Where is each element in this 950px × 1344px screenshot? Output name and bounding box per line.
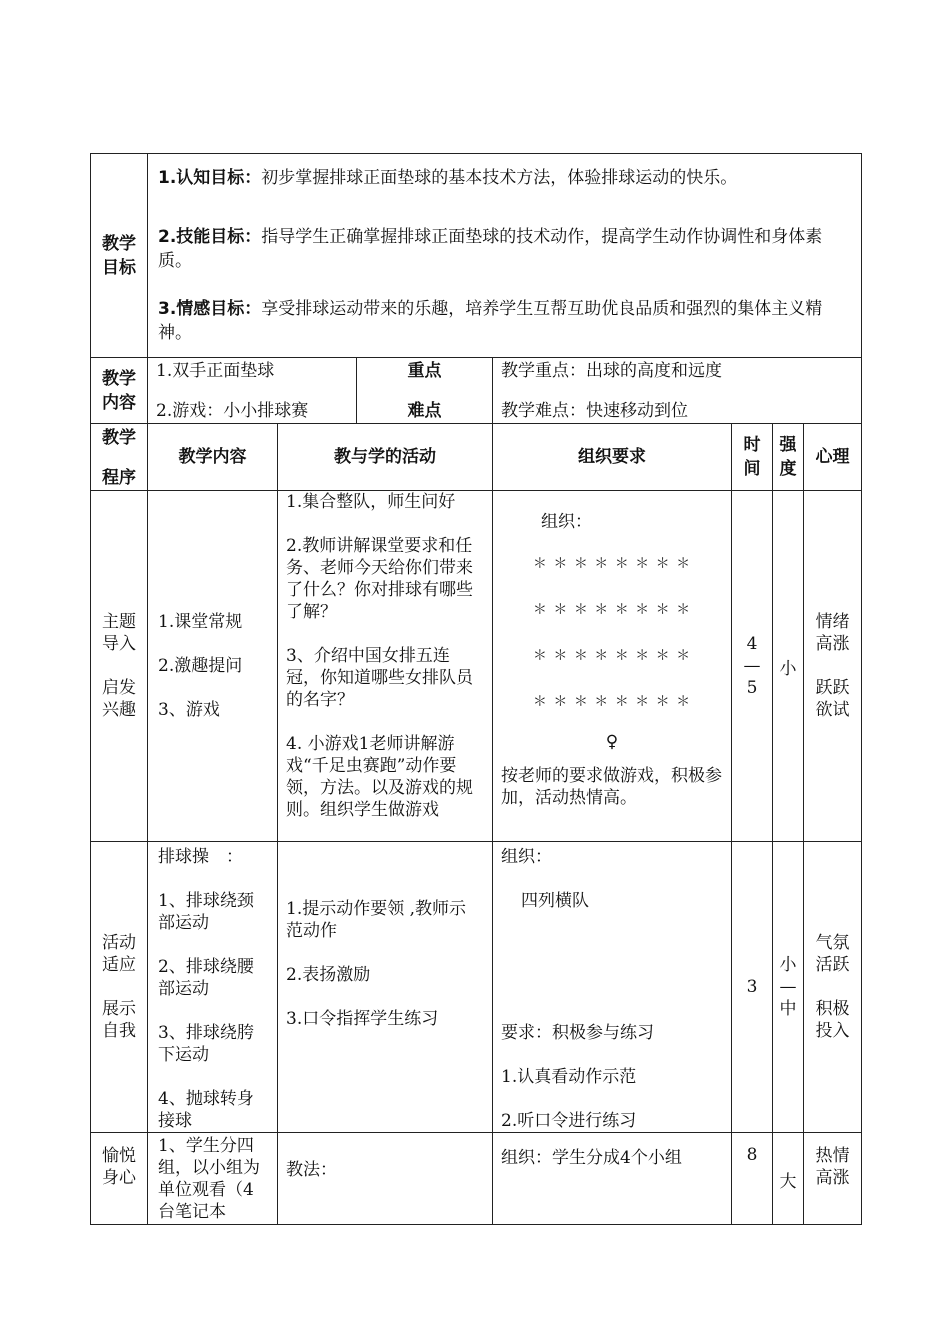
- table-row: [91, 842, 862, 1133]
- intensity-cell: 大: [773, 1133, 804, 1225]
- stage-cell: 活动 适应 展示 自我: [91, 842, 148, 1133]
- objective-item: 1.认知目标：初步掌握排球正面垫球的基本技术方法，体验排球运动的快乐。: [158, 168, 738, 188]
- procedure-header-row: [91, 424, 862, 491]
- header-psychology: 心理: [804, 424, 862, 491]
- formation-text: 四列横队: [521, 891, 589, 911]
- objectives-label: 教学 目标: [91, 154, 148, 358]
- psychology-cell: 热情 高涨: [804, 1133, 862, 1225]
- header-content: 教学内容: [148, 424, 278, 491]
- activities-cell: 1.提示动作要领 ,教师示范动作 2.表扬激励 3.口令指挥学生练习: [278, 842, 493, 1133]
- activities-cell: 1.集合整队，师生问好 2.教师讲解课堂要求和任务、老师今天给你们带来了什么？你对排球有哪些了解？ 3、介绍中国女排五连冠，你知道哪些女排队员的名字？ 4. 小游戏1老师讲解游戏“千足虫赛跑”动作要领，方法。以及游戏的规则。组织学生做游戏: [278, 491, 493, 842]
- lesson-plan-table: [90, 153, 862, 1225]
- time-cell: 4 — 5: [732, 491, 773, 842]
- content-cell: 排球操 ： 1、排球绕颈部运动 2、排球绕腰部运动 3、排球绕胯下运动 4、抛球转身接球: [148, 842, 278, 1133]
- organization-cell: 组织：学生分成4个小组: [493, 1133, 732, 1225]
- header-intensity: 强 度: [773, 424, 804, 491]
- formation-row: ＊ ＊ ＊ ＊ ＊ ＊ ＊ ＊: [532, 556, 692, 572]
- header-activities: 教与学的活动: [278, 424, 493, 491]
- intensity-cell: 小: [773, 491, 804, 842]
- psychology-cell: 气氛 活跃 积极 投入: [804, 842, 862, 1133]
- content-cell: 1、学生分四组，以小组为单位观看（4台笔记本: [148, 1133, 278, 1225]
- stage-cell: 愉悦 身心: [91, 1133, 148, 1225]
- header-procedure: 教学 程序: [91, 424, 148, 491]
- content-items: 1.双手正面垫球 2.游戏：小小排球赛: [148, 358, 357, 424]
- formation-row: ＊ ＊ ＊ ＊ ＊ ＊ ＊ ＊: [532, 602, 692, 618]
- time-cell: 3: [732, 842, 773, 1133]
- organization-cell: 组织： ＊ ＊ ＊ ＊ ＊ ＊ ＊ ＊ ＊ ＊ ＊ ＊ ＊ ＊ ＊ ＊ ＊ ＊ ＊ ＊ ＊ ＊ ＊ ＊ ＊ ＊ ＊ ＊ ＊ ＊ ＊ ＊ ♀ 按老师的要求做游戏，积极参加，活动热情高。: [493, 491, 732, 842]
- activities-cell: 教法：: [278, 1133, 493, 1225]
- teaching-content-row: [91, 358, 862, 424]
- stage-cell: 主题 导入 启发 兴趣: [91, 491, 148, 842]
- psychology-cell: 情绪 高涨 跃跃 欲试: [804, 491, 862, 842]
- table-row: [91, 491, 862, 842]
- formation-row: ＊ ＊ ＊ ＊ ＊ ＊ ＊ ＊: [532, 694, 692, 710]
- teacher-symbol: ♀: [605, 732, 619, 752]
- content-cell: 1.课堂常规 2.激趣提问 3、游戏: [148, 491, 278, 842]
- key-diff-labels: 重点 难点: [357, 358, 493, 424]
- objectives-row: [91, 154, 862, 358]
- key-diff-text: 教学重点：出球的高度和远度 教学难点：快速移动到位: [493, 358, 862, 424]
- objective-item: 2.技能目标：指导学生正确掌握排球正面垫球的技术动作，提高学生动作协调性和身体素质。: [158, 227, 823, 271]
- header-organization: 组织要求: [493, 424, 732, 491]
- objective-item: 3.情感目标：享受排球运动带来的乐趣，培养学生互帮互助优良品质和强烈的集体主义精神。: [158, 299, 823, 343]
- header-time: 时 间: [732, 424, 773, 491]
- organization-cell: 组织： 四列横队 要求：积极参与练习 1.认真看动作示范 2.听口令进行练习: [493, 842, 732, 1133]
- content-label: 教学 内容: [91, 358, 148, 424]
- table-row: [91, 1133, 862, 1225]
- formation-row: ＊ ＊ ＊ ＊ ＊ ＊ ＊ ＊: [532, 648, 692, 664]
- objectives-cell: [148, 154, 862, 358]
- intensity-cell: 小 — 中: [773, 842, 804, 1133]
- time-cell: 8: [732, 1133, 773, 1225]
